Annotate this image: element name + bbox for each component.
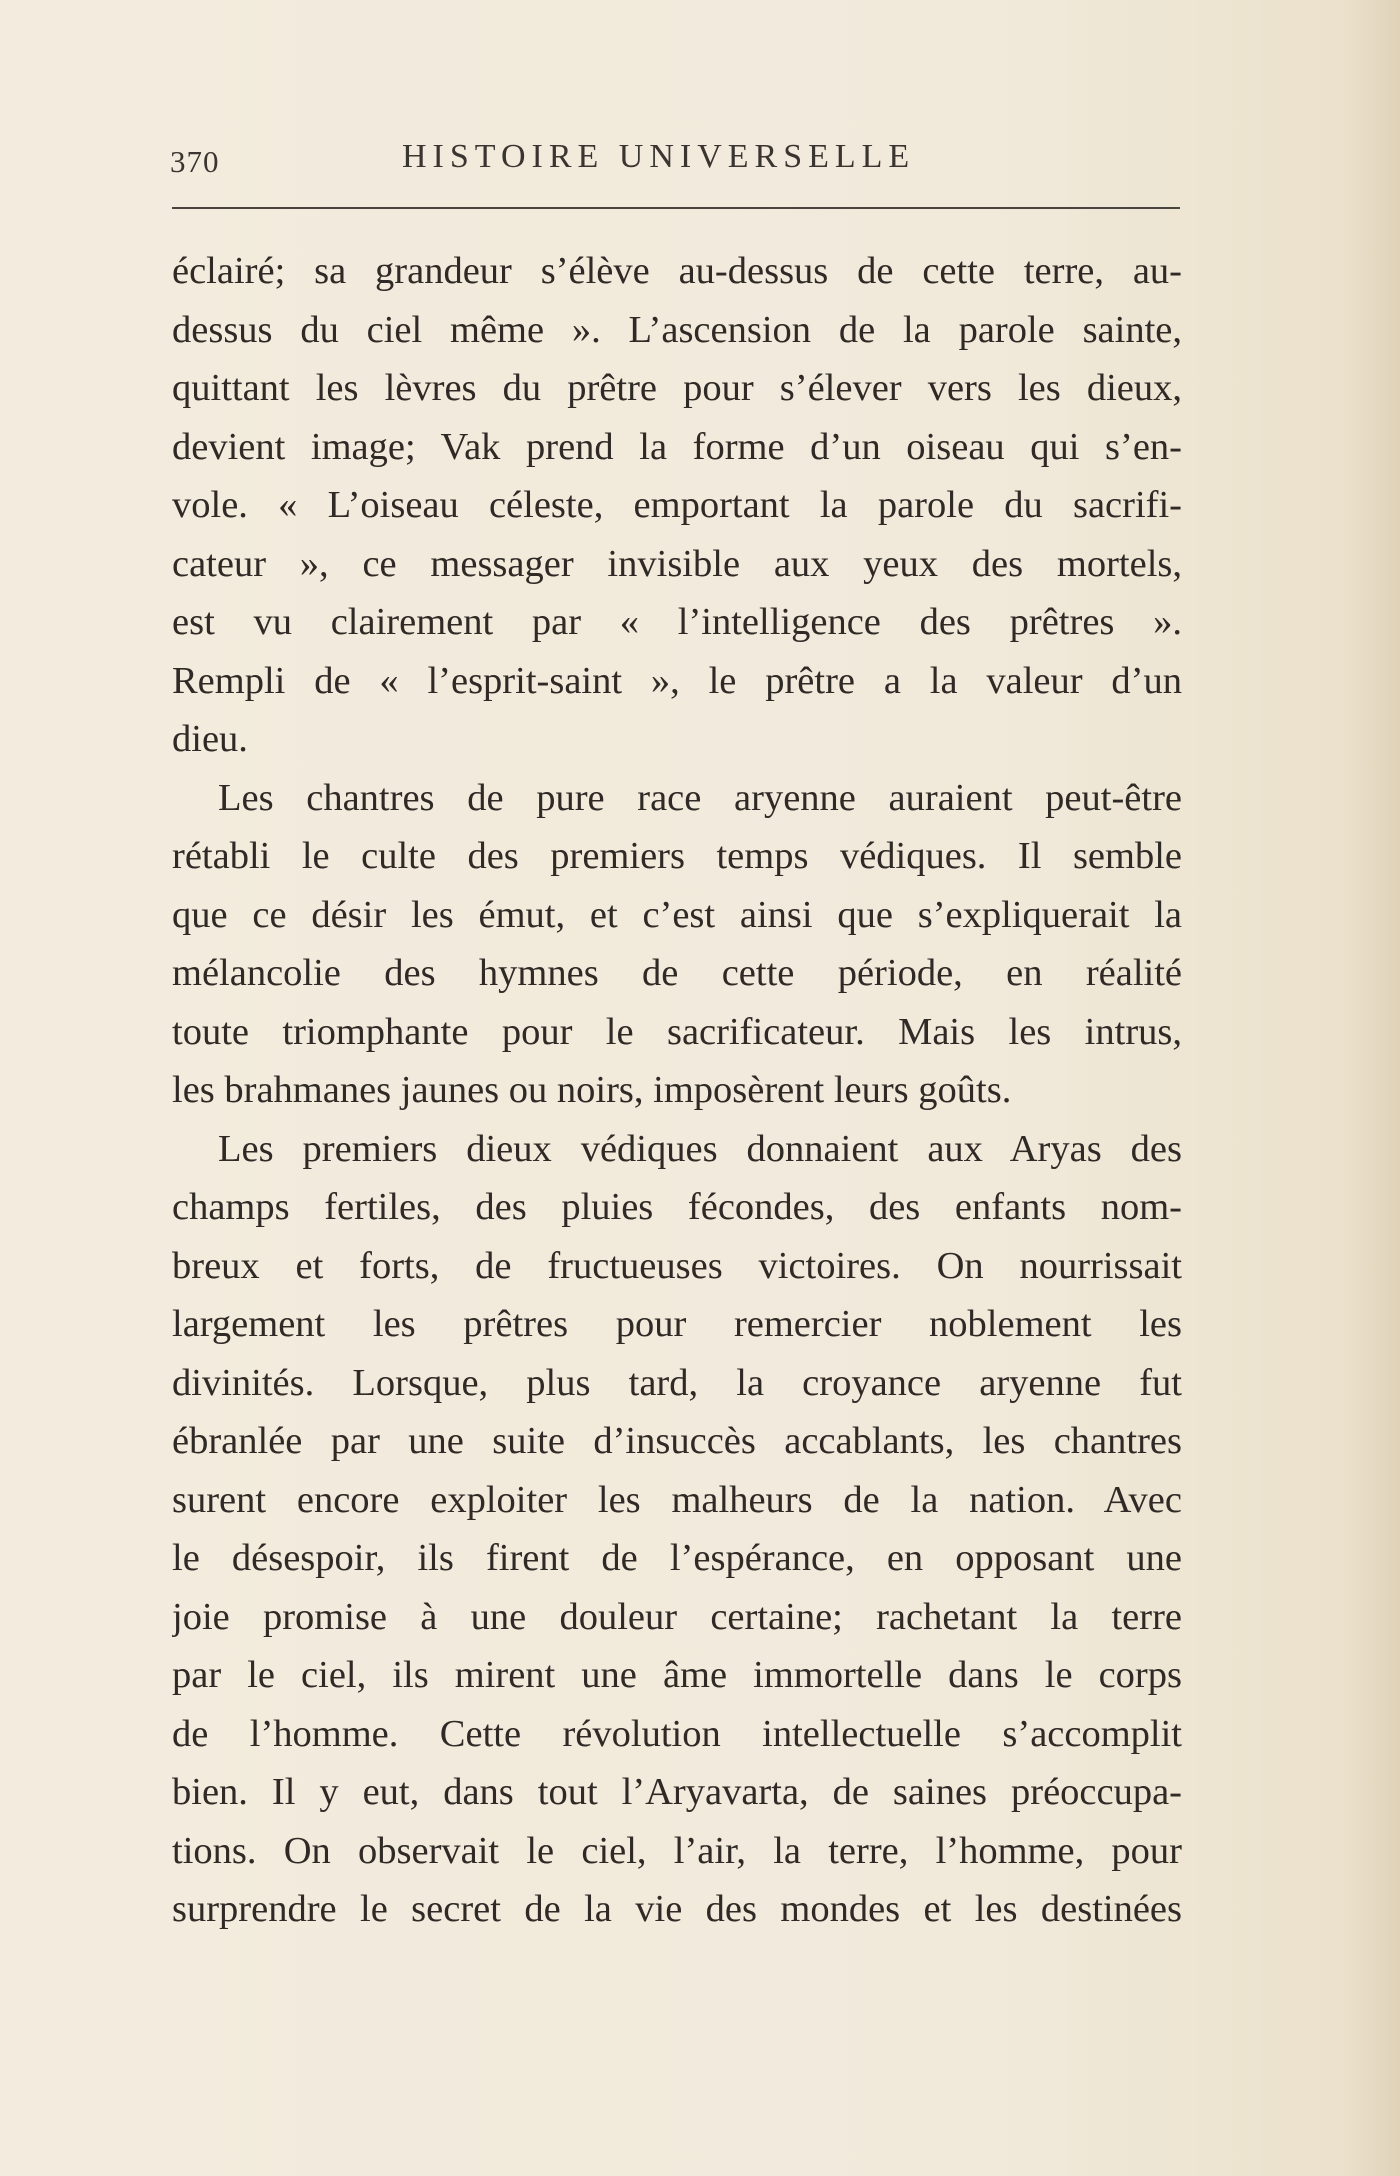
text-line: tions. On observait le ciel, l’air, la terre, l’homme, pour xyxy=(172,1829,1182,1872)
text-line: le désespoir, ils firent de l’espérance, en opposant une xyxy=(172,1537,1182,1579)
page-number: 370 xyxy=(170,144,220,179)
text-line: bien. Il y eut, dans tout l’Aryavarta, de saines préoccupa- xyxy=(172,1771,1182,1813)
text-line: les brahmanes jaunes ou noirs, imposèrent leurs goûts. xyxy=(172,1069,1012,1111)
text-line: champs fertiles, des pluies fécondes, des enfants nom- xyxy=(172,1186,1182,1228)
text-line: cateur », ce messager invisible aux yeux des mortels, xyxy=(172,542,1182,585)
page-header xyxy=(170,138,1180,182)
text-line: ébranlée par une suite d’insuccès accablants, les chantres xyxy=(172,1420,1182,1462)
text-line: joie promise à une douleur certaine; rachetant la terre xyxy=(172,1595,1182,1638)
text-line: que ce désir les émut, et c’est ainsi que s’expliquerait la xyxy=(172,893,1182,936)
text-line: quittant les lèvres du prêtre pour s’élever vers les dieux, xyxy=(172,367,1182,409)
text-line: Les premiers dieux védiques donnaient aux Aryas des xyxy=(218,1127,1182,1170)
text-line: rétabli le culte des premiers temps védiques. Il semble xyxy=(172,835,1182,877)
running-title: HISTOIRE UNIVERSELLE xyxy=(402,138,916,175)
text-line: toute triomphante pour le sacrificateur. Mais les intrus, xyxy=(172,1010,1182,1053)
text-line: Les chantres de pure race aryenne auraient peut-être xyxy=(218,776,1182,819)
text-line: surprendre le secret de la vie des mondes et les destinées xyxy=(172,1888,1182,1930)
text-line: surent encore exploiter les malheurs de la nation. Avec xyxy=(172,1478,1182,1521)
text-line: Rempli de « l’esprit-saint », le prêtre a la valeur d’un xyxy=(172,659,1182,702)
body-text xyxy=(172,242,1182,1939)
text-line: par le ciel, ils mirent une âme immortelle dans le corps xyxy=(172,1654,1182,1696)
text-line: devient image; Vak prend la forme d’un oiseau qui s’en- xyxy=(172,425,1182,468)
text-line: éclairé; sa grandeur s’élève au-dessus de cette terre, au- xyxy=(172,250,1182,292)
text-line: dessus du ciel même ». L’ascension de la parole sainte, xyxy=(172,308,1182,351)
text-line: largement les prêtres pour remercier noblement les xyxy=(172,1303,1182,1345)
text-line: dieu. xyxy=(172,718,248,760)
header-rule xyxy=(172,207,1180,209)
text-line: breux et forts, de fructueuses victoires. On nourrissait xyxy=(172,1244,1182,1287)
text-line: est vu clairement par « l’intelligence des prêtres ». xyxy=(172,601,1182,643)
text-line: vole. « L’oiseau céleste, emportant la parole du sacrifi- xyxy=(172,484,1182,526)
text-line: de l’homme. Cette révolution intellectuelle s’accomplit xyxy=(172,1712,1182,1755)
text-line: divinités. Lorsque, plus tard, la croyance aryenne fut xyxy=(172,1361,1182,1404)
text-line: mélancolie des hymnes de cette période, en réalité xyxy=(172,952,1182,994)
